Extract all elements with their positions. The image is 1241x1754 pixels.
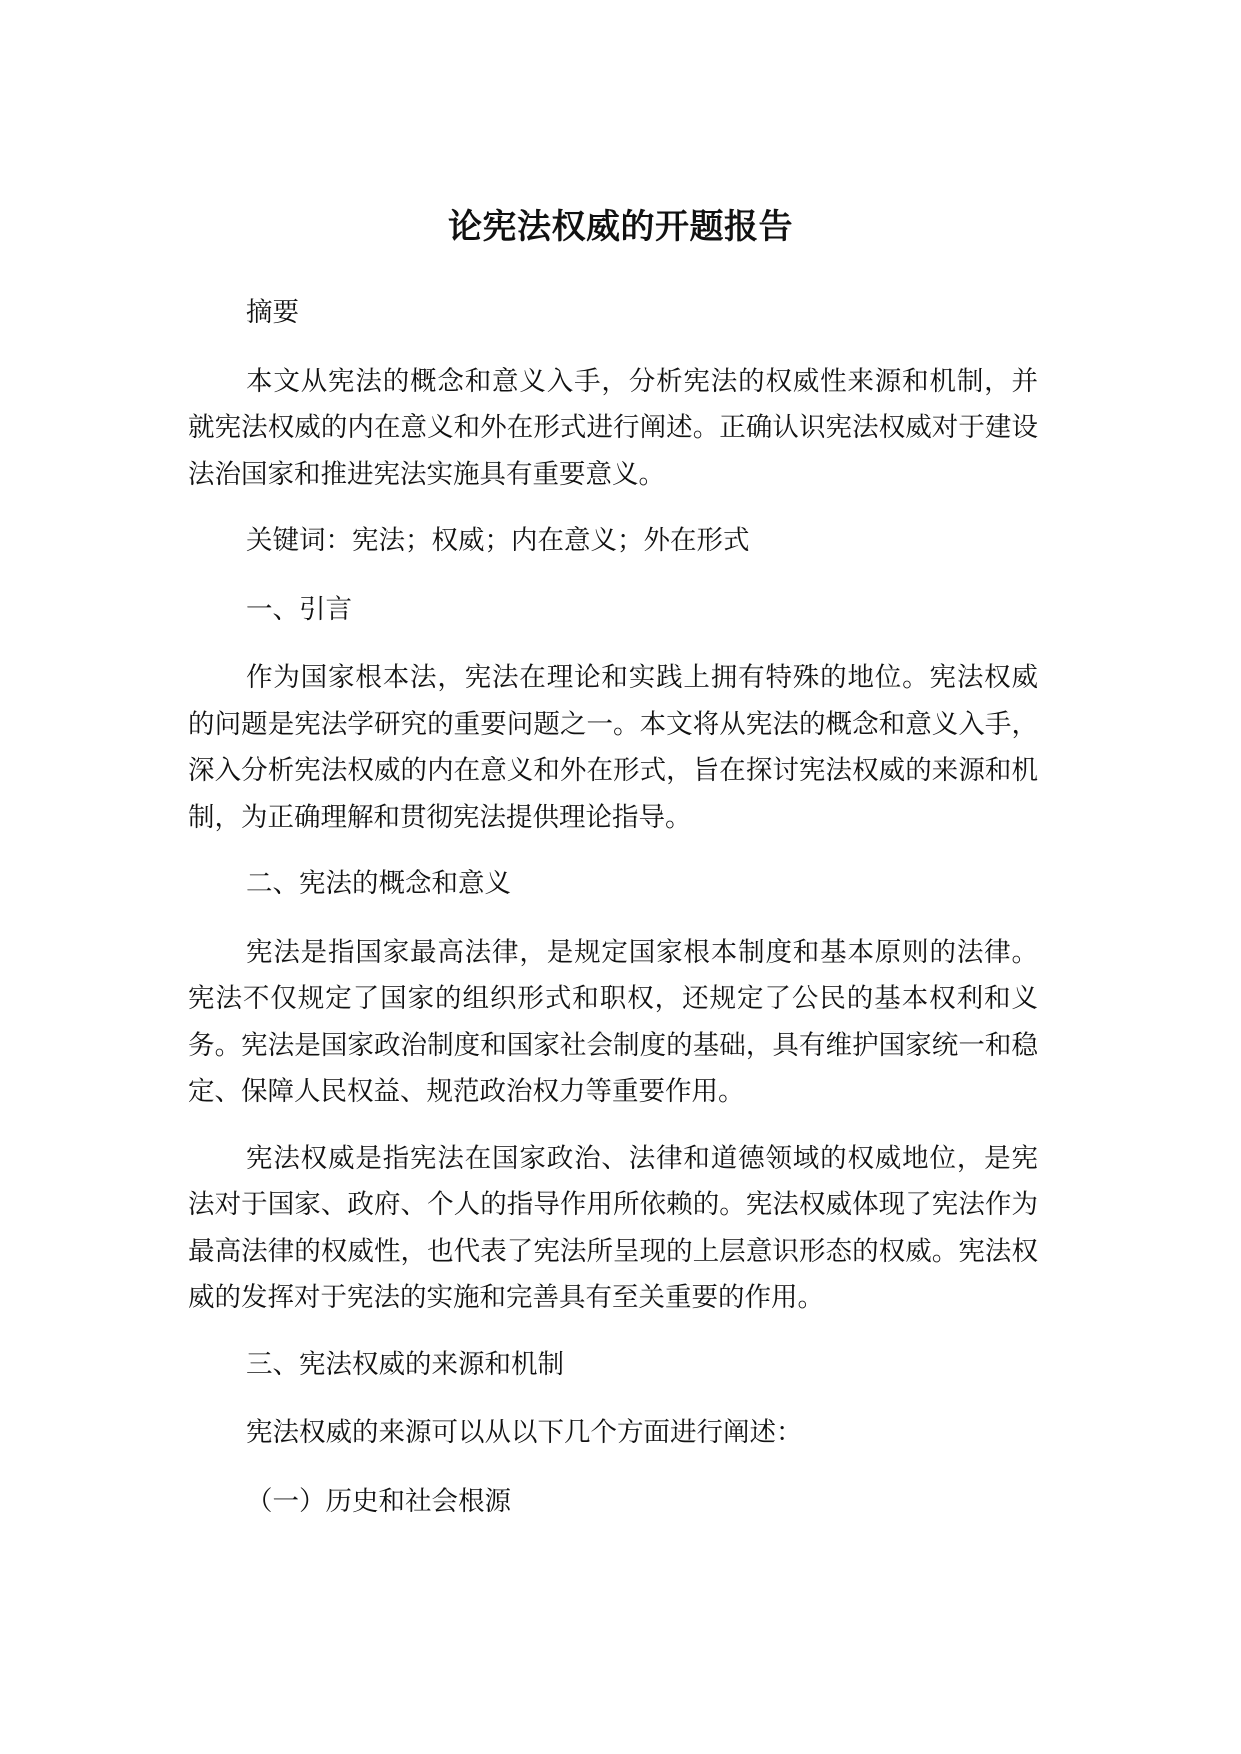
concept-paragraph-1: 宪法是指国家最高法律，是规定国家根本制度和基本原则的法律。宪法不仅规定了国家的组织形式和职权，还规定了公民的基本权利和义务。宪法是国家政治制度和国家社会制度的基础，具有维护国家统一和稳定、保障人民权益、规范政治权力等重要作用。 — [188, 936, 1038, 1107]
keywords-line: 关键词：宪法；权威；内在意义；外在形式 — [246, 525, 750, 556]
abstract-heading: 摘要 — [246, 297, 299, 328]
document-title: 论宪法权威的开题报告 — [448, 206, 793, 247]
section-heading-source: 三、宪法权威的来源和机制 — [246, 1348, 564, 1380]
abstract-paragraph: 本文从宪法的概念和意义入手，分析宪法的权威性来源和机制，并就宪法权威的内在意义和外在形式进行阐述。正确认识宪法权威对于建设法治国家和推进宪法实施具有重要意义。 — [188, 365, 1038, 490]
document-body — [188, 290, 1038, 1547]
section-heading-introduction: 一、引言 — [246, 593, 352, 625]
concept-paragraph-2: 宪法权威是指宪法在国家政治、法律和道德领域的权威地位，是宪法对于国家、政府、个人的指导作用所依赖的。宪法权威体现了宪法作为最高法律的权威性，也代表了宪法所呈现的上层意识形态的权威。宪法权威的发挥对于宪法的实施和完善具有至关重要的作用。 — [188, 1142, 1038, 1313]
subsection-heading-history: （一）历史和社会根源 — [246, 1485, 511, 1517]
section-heading-concept: 二、宪法的概念和意义 — [246, 868, 511, 899]
introduction-paragraph: 作为国家根本法，宪法在理论和实践上拥有特殊的地位。宪法权威的问题是宪法学研究的重要问题之一。本文将从宪法的概念和意义入手，深入分析宪法权威的内在意义和外在形式，旨在探讨宪法权威的来源和机制，为正确理解和贯彻宪法提供理论指导。 — [188, 662, 1038, 833]
source-intro-line: 宪法权威的来源可以从以下几个方面进行阐述： — [246, 1417, 803, 1448]
